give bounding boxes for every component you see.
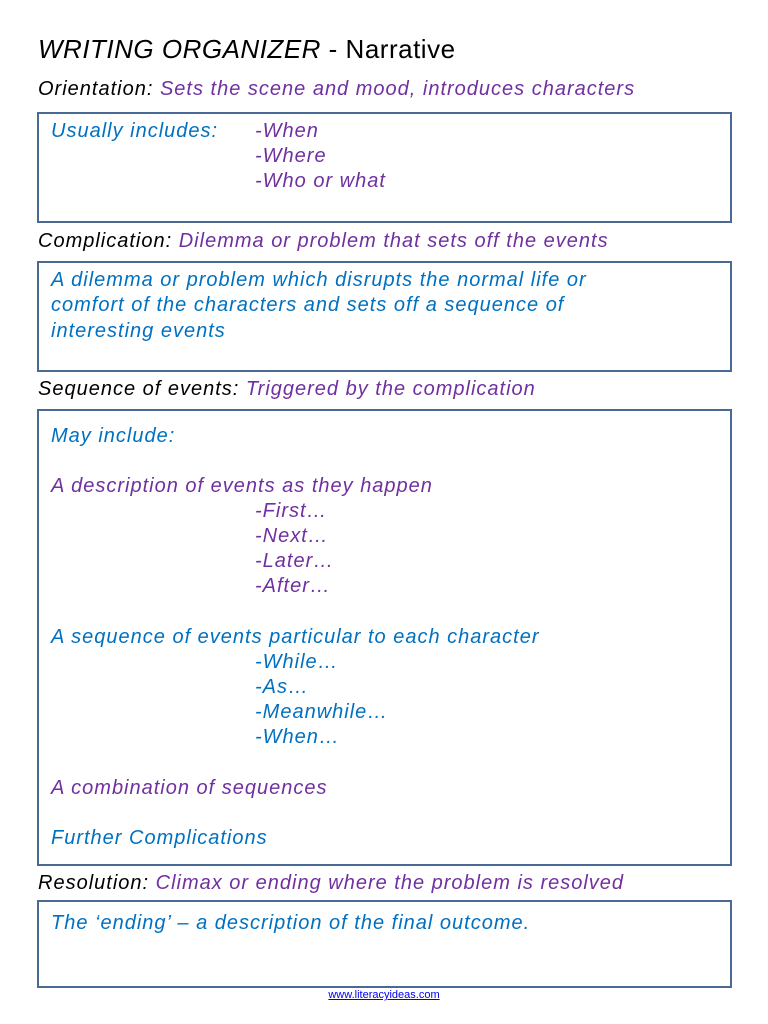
footer-link[interactable]: www.literacyideas.com <box>328 989 440 1001</box>
orientation-item-who: -Who or what <box>255 170 386 192</box>
orientation-intro: Usually includes: <box>51 120 219 142</box>
orientation-label: Orientation: <box>38 78 154 100</box>
resolution-box <box>37 900 732 988</box>
complication-line-1: A dilemma or problem which disrupts the normal life or <box>51 269 587 291</box>
sequence-item-as: -As… <box>255 676 309 698</box>
orientation-description: Sets the scene and mood, introduces characters <box>159 78 636 100</box>
sequence-item-later: -Later… <box>255 550 335 572</box>
sequence-group2-heading: A sequence of events particular to each character <box>51 626 540 648</box>
sequence-item-while: -While… <box>255 651 339 673</box>
sequence-item-after: -After… <box>255 575 331 597</box>
sequence-intro: May include: <box>51 425 176 447</box>
resolution-line: The ‘ending’ – a description of the final outcome. <box>51 912 531 934</box>
complication-heading <box>38 230 609 253</box>
sequence-item-first: -First… <box>255 500 328 522</box>
resolution-heading <box>38 872 624 895</box>
orientation-heading <box>38 78 635 101</box>
title-sub: - Narrative <box>328 34 456 64</box>
sequence-label: Sequence of events: <box>38 378 240 400</box>
sequence-box <box>37 409 732 866</box>
resolution-label: Resolution: <box>38 872 150 894</box>
sequence-combination: A combination of sequences <box>51 777 328 799</box>
complication-line-3: interesting events <box>51 320 226 342</box>
resolution-description: Climax or ending where the problem is resolved <box>155 872 625 894</box>
sequence-item-when: -When… <box>255 726 340 748</box>
complication-description: Dilemma or problem that sets off the events <box>178 230 609 252</box>
orientation-item-when: -When <box>255 120 319 142</box>
sequence-item-next: -Next… <box>255 525 329 547</box>
sequence-item-meanwhile: -Meanwhile… <box>255 701 389 723</box>
sequence-further-complications: Further Complications <box>51 827 268 849</box>
complication-line-2: comfort of the characters and sets off a sequence of <box>51 294 565 316</box>
sequence-description: Triggered by the complication <box>245 378 536 400</box>
orientation-item-where: -Where <box>255 145 327 167</box>
sequence-group1-heading: A description of events as they happen <box>51 475 433 497</box>
complication-box <box>37 261 732 372</box>
complication-label: Complication: <box>38 230 173 252</box>
sequence-heading <box>38 378 536 401</box>
page-title <box>38 34 456 65</box>
orientation-box <box>37 112 732 223</box>
title-main: WRITING ORGANIZER <box>38 34 321 64</box>
